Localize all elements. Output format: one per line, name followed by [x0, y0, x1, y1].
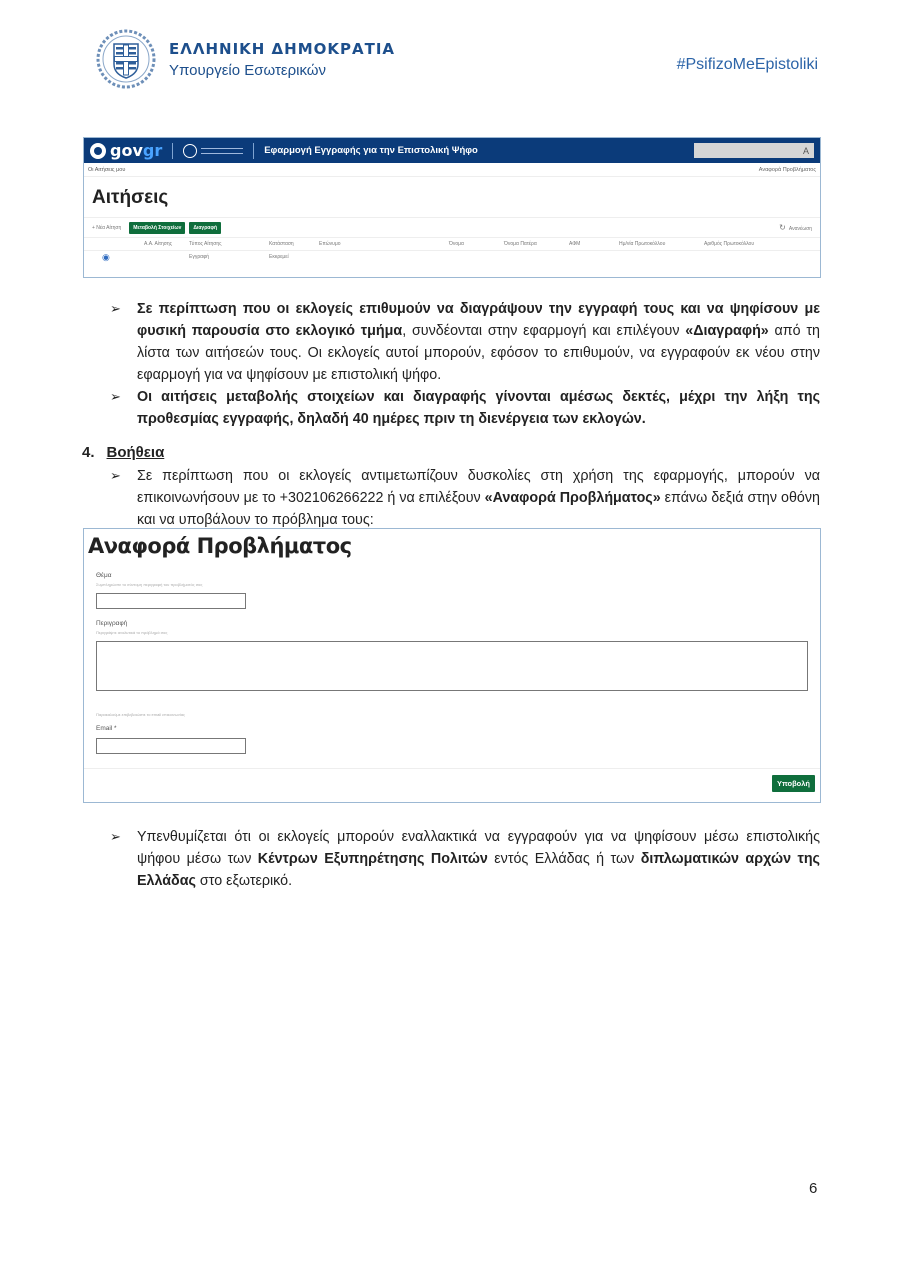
ministry-line-1: ΕΛΛΗΝΙΚΗ ΔΗΜΟΚΡΑΤΙΑ: [169, 39, 396, 58]
subject-label: Θέμα: [96, 572, 112, 579]
bullet-arrow-icon: ➢: [110, 468, 121, 483]
cell-type: Εγγραφή: [189, 254, 210, 260]
applications-screenshot: [83, 137, 821, 278]
govgr-logo[interactable]: [90, 141, 162, 160]
col-header: Όνομα: [449, 241, 464, 247]
view-eye-icon[interactable]: ◉: [102, 251, 110, 262]
col-header: Κατάσταση: [269, 241, 294, 247]
col-header: Ημ/νία Πρωτοκόλλου: [619, 241, 666, 247]
campaign-hashtag: #PsifizoMeEpistoliki: [676, 56, 818, 73]
report-problem-screenshot: [83, 528, 821, 803]
paragraph-alternatives: Υπενθυμίζεται ότι οι εκλογείς μπορούν εναλλακτικά να εγγραφούν για να ψηφίσουν μέσω επιστολικής ψήφου μέσω των Κέντρων Εξυπηρέτησης Πολιτών εντός Ελλάδας ή των διπλωματικών αρχών της Ελλάδας στο εξωτερικό.: [137, 829, 820, 889]
ministry-logo-small: [183, 144, 243, 158]
refresh-icon: ↻: [779, 223, 786, 232]
bullet-arrow-icon: ➢: [110, 829, 121, 844]
actions-bar: [84, 217, 820, 237]
breadcrumb-bar: [84, 163, 820, 177]
paragraph-help-contact: Σε περίπτωση που οι εκλογείς αντιμετωπίζουν δυσκολίες στη χρήση της εφαρμογής, μπορούν να επικοινωνήσουν με το +302106266222 ή να επιλέξουν «Αναφορά Προβλήματος» επάνω δεξιά στην οθόνη και να υποβάλουν το πρόβλημα τους:: [137, 468, 820, 528]
page-title: Αιτήσεις: [92, 187, 169, 208]
govgr-emblem-icon: [90, 143, 106, 159]
report-title: Αναφορά Προβλήματος: [88, 534, 352, 558]
form-footer-divider: [84, 768, 820, 769]
bullet-arrow-icon: ➢: [110, 301, 121, 316]
user-menu[interactable]: [694, 143, 814, 158]
divider: [172, 143, 173, 159]
delete-button[interactable]: Διαγραφή: [189, 222, 221, 234]
app-top-bar: [84, 138, 820, 163]
email-help: Παρακαλούμε επιβεβαιώστε το email επικοινωνίας: [96, 712, 185, 717]
paragraph-deadline: Οι αιτήσεις μεταβολής στοιχείων και διαγραφής γίνονται αμέσως δεκτές, μέχρι την λήξη της προθεσμίας εγγραφής, δηλαδή 40 ημέρες πριν τη διενέργεια των εκλογών.: [137, 389, 820, 427]
table-header: [84, 237, 820, 250]
brand-gr: gr: [142, 141, 163, 160]
report-problem-link[interactable]: Αναφορά Προβλήματος: [758, 166, 816, 173]
email-input[interactable]: [96, 738, 246, 754]
description-textarea[interactable]: [96, 641, 808, 691]
page-number: 6: [809, 1180, 818, 1197]
table-row[interactable]: [84, 250, 820, 263]
subject-input[interactable]: [96, 593, 246, 609]
paragraph-delete-registration: Σε περίπτωση που οι εκλογείς επιθυμούν να διαγράψουν την εγγραφή τους και να ψηφίσουν με φυσική παρουσία στο εκλογικό τμήμα, συνδέονται στην εφαρμογή και επιλέγουν «Διαγραφή» από τη λίστα των αιτήσεών τους. Οι εκλογείς αυτοί μπορούν, εφόσον το επιθυμούν, να εγγραφούν εκ νέου στην εφαρμογή για να ψηφίσουν με επιστολική ψήφο.: [137, 301, 820, 383]
email-label: Email *: [96, 725, 117, 732]
breadcrumb[interactable]: Οι Αιτήσεις μου: [88, 166, 126, 173]
description-label: Περιγραφή: [96, 620, 128, 627]
description-help: Περιγράψτε αναλυτικά το πρόβλημά σας: [96, 630, 168, 635]
divider: [253, 143, 254, 159]
col-header: Όνομα Πατέρα: [504, 241, 537, 247]
ministry-seal-icon: [183, 144, 197, 158]
document-header: [95, 26, 395, 92]
col-header: ΑΦΜ: [569, 241, 581, 247]
brand-gov: gov: [110, 141, 143, 160]
ministry-line-2: Υπουργείο Εσωτερικών: [169, 61, 327, 79]
section-heading-help: 4. Βοήθεια: [82, 444, 165, 461]
refresh-button[interactable]: ↻ Ανανέωση: [779, 223, 812, 232]
greek-coat-of-arms-icon: [95, 28, 157, 90]
cell-status: Εκκρεμεί: [269, 254, 289, 260]
subject-help: Συμπληρώστε το σύντομη περιγραφή του προβλήματός σας: [96, 582, 203, 587]
submit-button[interactable]: Υποβολή: [772, 775, 815, 792]
col-header: Επώνυμο: [319, 241, 341, 247]
col-header: Α.Α. Αίτησης: [144, 241, 173, 247]
ministry-name: [169, 40, 395, 79]
bullet-arrow-icon: ➢: [110, 389, 121, 404]
app-title: Εφαρμογή Εγγραφής για την Επιστολική Ψήφο: [264, 145, 478, 156]
user-icon: A: [802, 145, 809, 156]
col-header: Τύπος Αίτησης: [189, 241, 222, 247]
new-application-link[interactable]: + Νέα Αίτηση: [92, 224, 122, 231]
modify-details-button[interactable]: Μεταβολή Στοιχείων: [129, 222, 185, 234]
col-header: Αριθμός Πρωτοκόλλου: [704, 241, 755, 247]
